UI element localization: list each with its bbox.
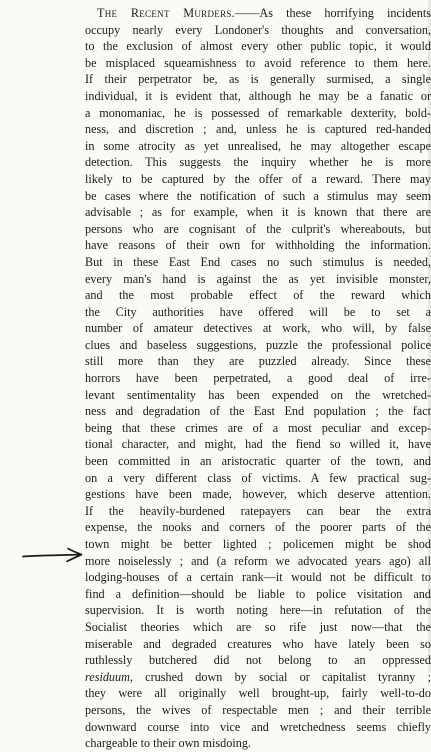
marked-text-line: supervision. It is worth noting here—in refutation of the xyxy=(85,603,431,618)
text-line: find a definition—should be liable to police visitation and xyxy=(85,586,431,601)
text-line: every man's hand is against the as yet invisible monster, xyxy=(85,271,431,286)
text-line: more noiselessly ; and (a reform we advocated years ago) all xyxy=(85,553,431,568)
heading-dash: —— xyxy=(235,6,260,20)
text-line: If the heavily-burdened ratepayers can bear the extra xyxy=(85,503,431,518)
text-line-residuum xyxy=(85,669,431,686)
text-line: expense, the nooks and corners of the poorer parts of the xyxy=(85,520,431,535)
text-line: be cases where the notification of such a stimulus may seem xyxy=(85,188,431,203)
text-line: being that these crimes are of a most peculiar and excep- xyxy=(85,420,431,435)
text-line: levant sentimentality has been expended on the wretched- xyxy=(85,387,431,402)
hand-drawn-arrow-icon xyxy=(22,547,84,563)
text-line: individual, it is evident that, although he may be a fanatic or xyxy=(85,88,431,103)
text-line: the City authorities have offered will be to set a xyxy=(85,304,431,319)
text-line: be misplaced squeamishness to avoid reference to them here. xyxy=(85,55,431,70)
text-line: a monomaniac, he is possessed of remarkable dexterity, bold- xyxy=(85,105,431,120)
text-line: persons, the wives of respectable men ; and their terrible xyxy=(85,702,431,717)
text-line: ruthlessly butchered did not belong to an oppressed xyxy=(85,653,431,668)
italic-word: residuum, xyxy=(85,669,133,684)
first-line-text: As these horrifying incidents xyxy=(259,6,431,20)
text-line: to the exclusion of almost every other public topic, it would xyxy=(85,39,431,54)
text-line: tional character, and might, had the fiend so willed it, have xyxy=(85,437,431,452)
text-line: in some atrocity as yet unrealised, he may altogether escape xyxy=(85,138,431,153)
text-line: If their perpetrator be, as is generally surmised, a single xyxy=(85,72,431,87)
text-line: Socialist theories which are so rife just now—that the xyxy=(85,619,431,634)
text-line: downward course into vice and wretchedness seems chiefly xyxy=(85,719,431,734)
text-line: miserable and degraded creatures who have lately been so xyxy=(85,636,431,651)
text-line: horrors have been perpetrated, a good deal of irre- xyxy=(85,371,431,386)
text-line: have reasons of their own for withholding the information. xyxy=(85,238,431,253)
text-line: ness and degradation of the East End population ; the fact xyxy=(85,404,431,419)
text-line: gestions have been made, however, which deserve attention. xyxy=(85,487,431,502)
text-line: still more than they are puzzled already. Since these xyxy=(85,354,431,369)
article-heading: The Recent Murders. xyxy=(97,6,236,20)
text-line: chargeable to their own misdoing. xyxy=(85,736,251,751)
article-text xyxy=(85,5,431,752)
text-line: and the most probable effect of the reward which xyxy=(85,288,431,303)
text-line: likely to be captured by the offer of a reward. There may xyxy=(85,171,431,186)
text-line: clues and baseless suggestions, puzzle the professional police xyxy=(85,337,431,352)
text-line: been committed in an aristocratic quarter of the town, and xyxy=(85,454,431,469)
text-line: they were all originally well brought-up, fairly well-to-do xyxy=(85,686,431,701)
text-line: But in these East End cases no such stimulus is needed, xyxy=(85,254,431,269)
text-line: on a very different class of victims. A few practical sug- xyxy=(85,470,431,485)
line-rest: crushed down by social or capitalist tyranny ; xyxy=(132,669,431,684)
text-line: advisable ; as for example, when it is known that there are xyxy=(85,205,431,220)
text-line: detection. This suggests the inquiry whether he is more xyxy=(85,155,431,170)
text-line: town might be better lighted ; policemen might be shod xyxy=(85,537,431,551)
text-line: number of amateur detectives at work, who will, by false xyxy=(85,321,431,336)
text-line: lodging-houses of a certain rank—it would not be difficult to xyxy=(85,570,431,585)
text-line: persons who are cognisant of the culprit's whereabouts, but xyxy=(85,221,431,236)
article-first-line xyxy=(85,5,431,22)
text-line: occupy nearly every Londoner's thoughts and conversation, xyxy=(85,22,431,37)
text-line: ness, and discretion ; and, unless he is captured red-handed xyxy=(85,122,431,137)
